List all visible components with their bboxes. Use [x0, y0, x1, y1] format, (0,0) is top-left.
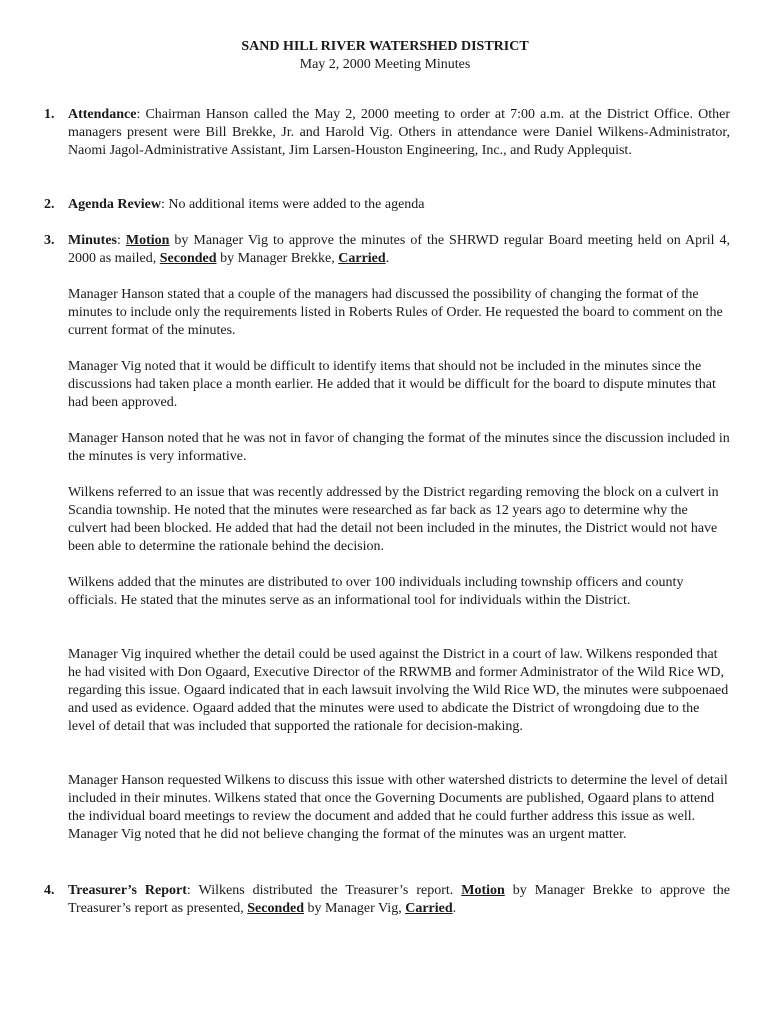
item-text — [68, 106, 730, 160]
agenda-item-treasurers-report — [44, 882, 730, 918]
discussion-paragraph: Wilkens referred to an issue that was recently addressed by the District regarding removing the block on a culvert in Scandia township. He noted that the minutes were researched as far back as 12 years ago to determine why the culvert had been blocked. He added that had the detail not been included in the minutes, the District would not have been able to determine the rationale behind the decision. — [68, 485, 719, 554]
item-body-part: by Manager Brekke to approve the Treasurer’s report as presented, — [68, 883, 731, 916]
discussion-paragraph: Manager Vig inquired whether the detail could be used against the District in a court of law. Wilkens responded that he had visited with Don Ogaard, Executive Director of the RRWMB and former Administrator of the Wild Rice WD, regarding this issue. Ogaard indicated that in each lawsuit involving the Wild Rice WD, the minutes were subpoenaed and used as evidence. Ogaard added that the minutes were used to abdicate the District of wrongdoing due to the level of detail that was included that supported the rationale for decision-making. — [68, 647, 729, 734]
item-heading: Attendance — [68, 107, 137, 122]
item-body: : Chairman Hanson called the May 2, 2000 meeting to order at 7:00 a.m. at the District Office. Other managers present were Bill Brekke, Jr. and Harold Vig. Others in attendance were Daniel Wilkens-Administrator, Naomi Jagol-Administrative Assistant, Jim Larsen-Houston Engineering, Inc., and Rudy Applequist. — [68, 107, 730, 158]
item-separator: : — [117, 233, 126, 248]
document-subtitle: May 2, 2000 Meeting Minutes — [299, 57, 471, 72]
item-number: 2. — [44, 197, 55, 212]
agenda-item-attendance — [44, 106, 730, 160]
seconded-label: Seconded — [159, 251, 217, 266]
carried-label: Carried — [405, 901, 453, 916]
agenda-item-minutes — [44, 232, 730, 268]
document-title: SAND HILL RIVER WATERSHED DISTRICT — [241, 39, 529, 54]
item-text — [68, 882, 730, 918]
discussion-paragraph: Manager Hanson requested Wilkens to discuss this issue with other watershed districts to determine the level of detail included in their minutes. Wilkens stated that once the Governing Documents are published, Ogaard plans to attend the individual board meetings to review the document and added that he could further address this issue as well. Manager Vig noted that he did not believe changing the format of the minutes was an urgent matter. — [68, 773, 728, 842]
discussion-paragraph: Manager Hanson stated that a couple of the managers had discussed the possibility of changing the format of the minutes to include only the requirements listed in Roberts Rules of Order. He requested the board to comment on the current format of the minutes. — [68, 287, 723, 338]
agenda-item-agenda-review — [44, 196, 730, 214]
carried-label: Carried — [338, 251, 386, 266]
motion-label: Motion — [125, 233, 170, 248]
seconded-label: Seconded — [247, 901, 305, 916]
discussion-paragraph: Wilkens added that the minutes are distributed to over 100 individuals including township officers and county officials. He stated that the minutes serve as an informational tool for individuals within the District. — [68, 575, 684, 608]
item-body-part: : Wilkens distributed the Treasurer’s report. — [186, 883, 462, 898]
motion-label: Motion — [461, 883, 505, 898]
item-body-part: . — [385, 251, 390, 266]
item-body-part: . — [452, 901, 457, 916]
item-number: 4. — [44, 883, 55, 898]
item-body-part: by Manager Brekke, — [216, 251, 339, 266]
item-body: : No additional items were added to the agenda — [160, 197, 425, 212]
item-body-part: by Manager Vig, — [304, 901, 406, 916]
item-body-part: by Manager Vig to approve the minutes of the SHRWD regular Board meeting held on April 4, 2000 as mailed, — [68, 233, 730, 266]
item-number: 3. — [44, 233, 55, 248]
item-heading: Agenda Review — [68, 197, 161, 212]
item-text — [68, 196, 730, 214]
item-heading: Treasurer’s Report — [68, 883, 187, 898]
item-text — [68, 232, 730, 268]
discussion-paragraph: Manager Hanson noted that he was not in favor of changing the format of the minutes since the discussion included in the minutes is very informative. — [68, 431, 730, 464]
item-heading: Minutes — [68, 233, 117, 248]
item-number: 1. — [44, 107, 55, 122]
discussion-paragraph: Manager Vig noted that it would be difficult to identify items that should not be included in the minutes since the discussions had taken place a month earlier. He added that it would be difficult for the board to dispute minutes that had been approved. — [68, 359, 716, 410]
